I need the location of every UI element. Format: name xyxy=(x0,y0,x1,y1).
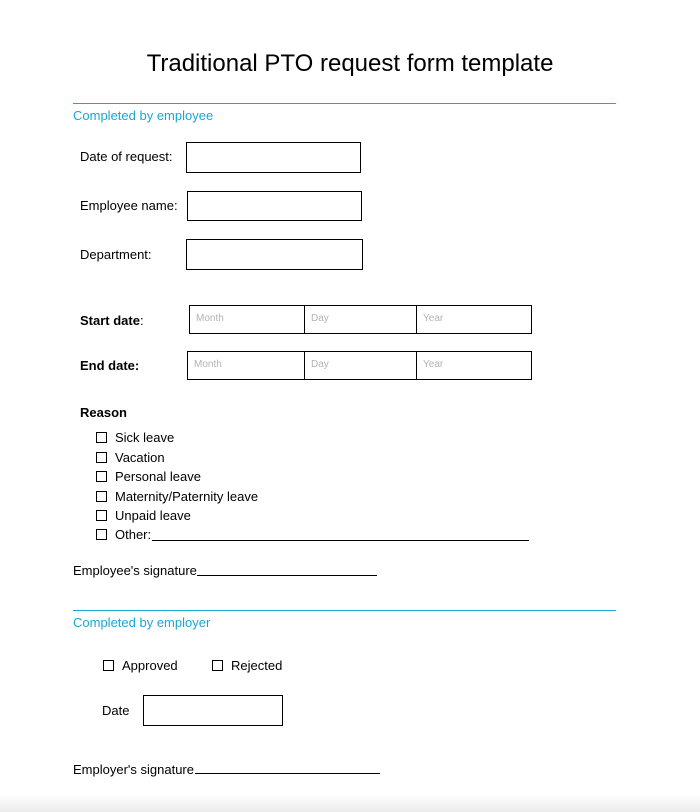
sick-leave-label: Sick leave xyxy=(115,430,175,445)
reason-option-other[interactable] xyxy=(96,527,151,542)
employee-signature-line[interactable] xyxy=(197,575,377,576)
department-field[interactable] xyxy=(186,239,363,270)
employer-signature-label: Employer's signature xyxy=(73,762,194,777)
start-year-placeholder: Year xyxy=(423,313,444,324)
page-title: Traditional PTO request form template xyxy=(146,50,554,77)
sick-leave-checkbox[interactable] xyxy=(96,432,107,443)
end-year-placeholder: Year xyxy=(423,359,444,370)
other-label: Other: xyxy=(115,527,152,542)
department-label: Department: xyxy=(80,247,152,262)
employee-section-divider xyxy=(73,103,616,104)
end-date-label: End date: xyxy=(80,358,140,373)
employer-date-field[interactable] xyxy=(143,695,283,726)
approved-option[interactable] xyxy=(103,658,178,673)
employer-signature-line[interactable] xyxy=(195,773,380,774)
end-month-placeholder: Month xyxy=(194,359,222,370)
reason-option-sick-leave[interactable] xyxy=(96,430,174,445)
end-date-field xyxy=(187,351,532,380)
end-year-input[interactable] xyxy=(416,352,531,379)
start-day-placeholder: Day xyxy=(311,313,329,324)
start-date-field xyxy=(189,305,532,334)
employer-section-divider xyxy=(73,610,616,611)
reason-option-maternity-paternity-leave[interactable] xyxy=(96,489,258,504)
unpaid-leave-checkbox[interactable] xyxy=(96,510,107,521)
reason-option-personal-leave[interactable] xyxy=(96,469,201,484)
rejected-checkbox[interactable] xyxy=(212,660,223,671)
end-day-placeholder: Day xyxy=(311,359,329,370)
rejected-option[interactable] xyxy=(212,658,282,673)
end-day-input[interactable] xyxy=(304,352,416,379)
employee-signature-label: Employee's signature xyxy=(73,563,197,578)
other-reason-line[interactable] xyxy=(152,540,529,541)
start-day-input[interactable] xyxy=(304,306,416,333)
employee-name-field[interactable] xyxy=(187,191,362,221)
end-month-input[interactable] xyxy=(188,352,304,379)
employee-section-heading: Completed by employee xyxy=(73,108,214,123)
approved-checkbox[interactable] xyxy=(103,660,114,671)
employee-name-label: Employee name: xyxy=(80,198,178,213)
maternity-paternity-leave-label: Maternity/Paternity leave xyxy=(115,489,259,504)
start-date-label-text: Start date xyxy=(80,313,140,328)
vacation-checkbox[interactable] xyxy=(96,452,107,463)
other-checkbox[interactable] xyxy=(96,529,107,540)
personal-leave-checkbox[interactable] xyxy=(96,471,107,482)
vacation-label: Vacation xyxy=(115,450,165,465)
personal-leave-label: Personal leave xyxy=(115,469,201,484)
rejected-label: Rejected xyxy=(231,658,283,673)
start-month-placeholder: Month xyxy=(196,313,224,324)
reason-option-unpaid-leave[interactable] xyxy=(96,508,191,523)
unpaid-leave-label: Unpaid leave xyxy=(115,508,191,523)
date-of-request-label: Date of request: xyxy=(80,149,173,164)
page-bottom-shadow xyxy=(0,794,700,812)
approved-label: Approved xyxy=(122,658,178,673)
start-date-label-colon: : xyxy=(139,313,144,328)
employer-date-label: Date xyxy=(102,703,130,718)
reason-option-vacation[interactable] xyxy=(96,450,165,465)
reason-label: Reason xyxy=(80,405,127,420)
start-year-input[interactable] xyxy=(416,306,531,333)
maternity-paternity-leave-checkbox[interactable] xyxy=(96,491,107,502)
date-of-request-field[interactable] xyxy=(186,142,361,173)
employer-section-heading: Completed by employer xyxy=(73,615,211,630)
start-date-label xyxy=(80,313,144,328)
start-month-input[interactable] xyxy=(190,306,304,333)
